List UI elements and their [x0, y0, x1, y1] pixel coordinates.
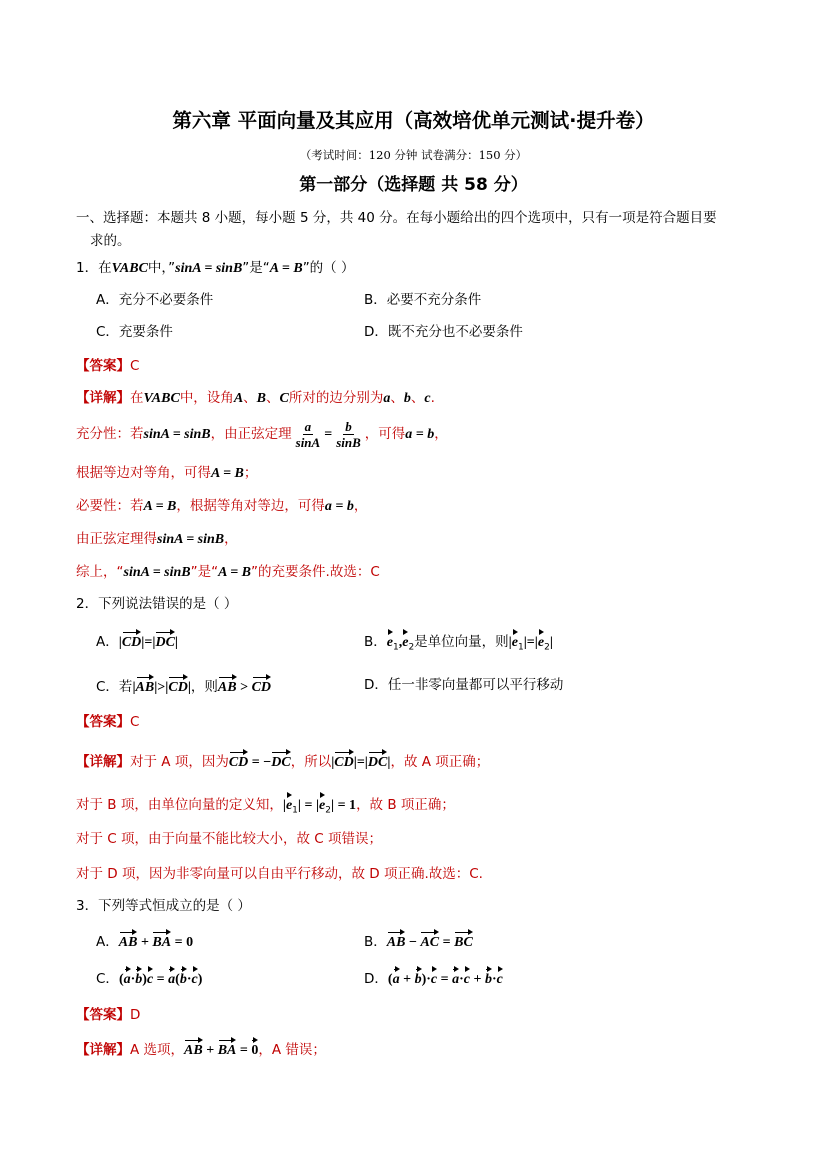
detail-line: 由正弦定理得sinA = sinB， — [76, 531, 238, 547]
option-a: A．AB + BA = 0 — [96, 931, 193, 952]
detail-line: 对于 B 项，由单位向量的定义知，$|e_1| = |e_2| = 1$，故 B 项正确； — [76, 794, 455, 820]
answer-tag: 【答案】 — [76, 358, 130, 374]
option-b: B．AB − AC = BC — [364, 931, 473, 952]
fraction: $\frac{a}{\sin A}$ — [295, 418, 321, 450]
detail-line: 综上，“sinA = sinB”是“A = B”的充要条件.故选：C — [76, 564, 380, 580]
answer-line — [76, 357, 139, 375]
detail-tag: 【详解】 — [76, 1042, 130, 1058]
answer-line — [76, 1006, 140, 1024]
answer-line — [76, 713, 139, 731]
detail-line: 对于 D 项，因为非零向量可以自由平行移动，故 D 项正确.故选：C. — [76, 866, 483, 882]
detail-tag: 【详解】 — [76, 754, 130, 770]
question-number: 2． — [76, 596, 99, 612]
answer-value: C — [130, 714, 140, 730]
detail-tag: 【详解】 — [76, 390, 130, 406]
math-triangle: VABC — [111, 261, 148, 276]
math-expr: sinA = sinB — [175, 261, 243, 276]
option-c: C．充要条件 — [96, 324, 173, 340]
question-1-stem: 1．在VABC中，”sinA = sinB”是“A = B”的（ ） — [76, 260, 355, 276]
option-d: D．(a + b)·c = a·c + b·c — [364, 968, 503, 989]
exam-info: （考试时间：120 分钟 试卷满分：150 分） — [299, 148, 528, 162]
option-b: B．$e_1,e_2$是单位向量，则$|e_1|=|e_2|$ — [364, 631, 553, 657]
detail-line: 必要性：若A = B，根据等角对等边，可得a = b， — [76, 498, 368, 514]
section-intro-line2: 求的。 — [90, 233, 131, 249]
detail-line: 对于 C 项，由于向量不能比较大小，故 C 项错误； — [76, 831, 383, 847]
part-title: 第一部分（选择题 共 58 分） — [299, 175, 528, 195]
fraction: $\frac{b}{\sin B}$ — [336, 418, 361, 450]
detail-line: 【详解】A 选项，AB + BA = 0，A 错误； — [76, 1039, 326, 1060]
answer-tag: 【答案】 — [76, 1007, 130, 1023]
answer-value: C — [130, 358, 140, 374]
option-a: A．|CD|=|DC| — [96, 631, 178, 652]
option-d: D．任一非零向量都可以平行移动 — [364, 677, 564, 693]
question-2-stem: 2．下列说法错误的是（ ） — [76, 596, 238, 612]
detail-line: 【详解】在VABC中，设角A、B、C所对的边分别为a、b、c. — [76, 390, 435, 406]
option-c: C．若|AB|>|CD|，则AB > CD — [96, 676, 271, 697]
detail-line: 【详解】对于 A 项，因为CD = −DC，所以|CD|=|DC|，故 A 项正确； — [76, 751, 489, 772]
section-intro-line1: 一、选择题：本题共 8 小题，每小题 5 分，共 40 分。在每小题给出的四个选项中，只有一项是符合题目要 — [76, 210, 717, 226]
question-number: 3． — [76, 898, 99, 914]
detail-line: 根据等边对等角，可得A = B； — [76, 465, 258, 481]
detail-line: 充分性：若sinA = sinB，由正弦定理 $\frac{a}{\sin A}$ = $\frac{b}{\sin B}$ ，可得a = b， — [76, 418, 448, 450]
option-a: A．充分不必要条件 — [96, 292, 214, 308]
page-title: 第六章 平面向量及其应用（高效培优单元测试·提升卷） — [172, 109, 655, 132]
question-number: 1． — [76, 260, 99, 276]
option-d: D．既不充分也不必要条件 — [364, 324, 523, 340]
option-c: C．(a·b)c = a(b·c) — [96, 968, 202, 989]
answer-tag: 【答案】 — [76, 714, 130, 730]
option-b: B．必要不充分条件 — [364, 292, 482, 308]
math-expr: A = B — [269, 261, 303, 276]
question-3-stem: 3．下列等式恒成立的是（ ） — [76, 898, 251, 914]
answer-value: D — [130, 1007, 141, 1023]
